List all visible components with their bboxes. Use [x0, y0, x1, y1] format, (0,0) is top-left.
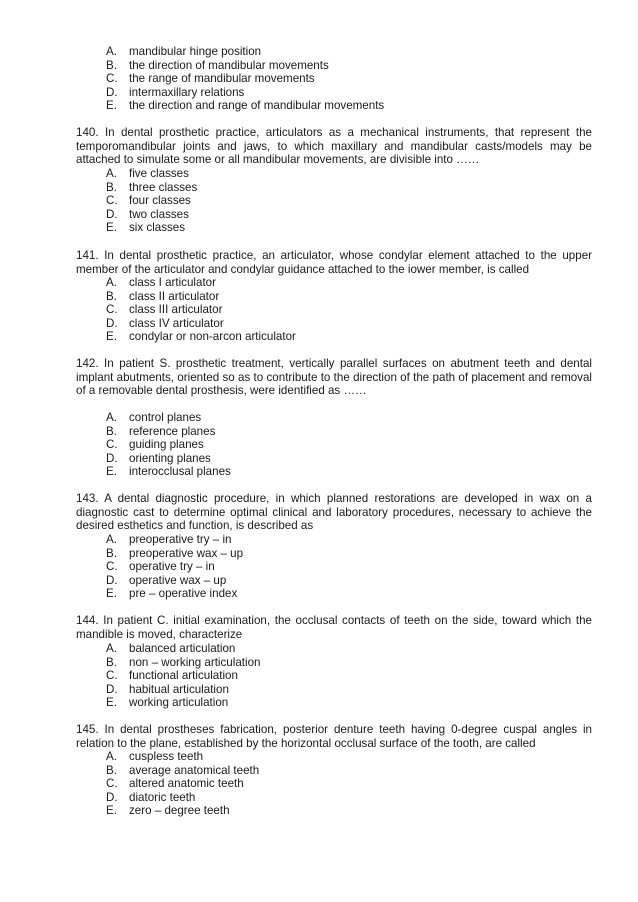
option-text: balanced articulation [129, 642, 236, 655]
option-text: six classes [129, 221, 186, 235]
option-letter: E. [106, 587, 117, 601]
question-142: 142. In patient S. prosthetic treatment, vertically parallel surfaces on abutment teeth and dental implant abutments, oriented so as to contribute to the direction of the path of placement and removal of a removable dental prosthesis, were identified as …… [76, 357, 592, 398]
option-text: functional articulation [129, 669, 238, 683]
answer-option [106, 465, 231, 479]
option-text: class I articulator [129, 276, 216, 289]
option-letter: C. [106, 560, 118, 574]
option-letter: C. [106, 669, 118, 683]
answer-option [106, 290, 296, 304]
option-text: pre – operative index [129, 587, 238, 601]
option-text: preoperative wax – up [129, 546, 244, 560]
option-text: mandibular hinge position [129, 45, 262, 58]
answer-options-144 [106, 642, 260, 710]
question-140: 140. In dental prosthetic practice, articulators as a mechanical instruments, that represent the temporomandibular joints and jaws, to which maxillary and mandibular casts/models may be attached to simulate some or all mandibular movements, are divisible into …… [76, 126, 592, 167]
option-text: altered anatomic teeth [129, 777, 244, 791]
option-text: preoperative try – in [129, 533, 232, 546]
answer-option [106, 750, 259, 764]
question-143: 143. A dental diagnostic procedure, in which planned restorations are developed in wax on a diagnostic cast to determine optimal clinical and laboratory procedures, necessary to achieve the desired esthetics and function, is described as [76, 492, 592, 533]
option-letter: E. [106, 465, 117, 479]
option-text: class IV articulator [129, 316, 224, 330]
option-letter: C. [106, 303, 118, 317]
option-text: cuspless teeth [129, 750, 204, 763]
option-letter: E. [106, 804, 117, 818]
question-145: 145. In dental prostheses fabrication, posterior denture teeth having 0-degree cuspal angles in relation to the plane, established by the horizontal occlusal surface of the tooth, are called [76, 723, 592, 750]
option-letter: D. [106, 316, 118, 330]
option-text: operative wax – up [129, 573, 227, 587]
option-text: class II articulator [129, 289, 220, 303]
option-text: diatoric teeth [129, 790, 196, 804]
option-text: condylar or non-arcon articulator [129, 330, 296, 344]
answer-option [106, 533, 243, 547]
question-144: 144. In patient C. initial examination, the occlusal contacts of teeth on the side, toward which the mandible is moved, characterize [76, 614, 592, 641]
option-letter: B. [106, 180, 117, 194]
option-letter: C. [106, 194, 118, 208]
option-text: the range of mandibular movements [129, 72, 315, 86]
option-letter: D. [106, 85, 118, 99]
option-text: the direction of mandibular movements [129, 58, 329, 72]
option-text: reference planes [129, 424, 216, 438]
answer-option [106, 547, 243, 561]
answer-option [106, 86, 384, 100]
option-letter: A. [106, 276, 117, 289]
option-text: class III articulator [129, 303, 223, 317]
answer-option [106, 72, 384, 86]
answer-options-142 [106, 411, 231, 479]
option-letter: A. [106, 750, 117, 763]
option-text: zero – degree teeth [129, 804, 230, 818]
answer-option [106, 574, 243, 588]
option-letter: E. [106, 221, 117, 235]
answer-option [106, 167, 197, 181]
option-letter: A. [106, 45, 117, 58]
answer-option [106, 777, 259, 791]
answer-options-143 [106, 533, 243, 601]
answer-option [106, 276, 296, 290]
answer-option [106, 303, 296, 317]
option-letter: C. [106, 438, 118, 452]
option-text: interocclusal planes [129, 465, 231, 479]
answer-option [106, 656, 260, 670]
option-letter: E. [106, 99, 117, 113]
answer-option [106, 560, 243, 574]
answer-option [106, 425, 231, 439]
option-text: five classes [129, 167, 189, 180]
option-letter: B. [106, 289, 117, 303]
option-text: the direction and range of mandibular movements [129, 99, 385, 113]
answer-option [106, 804, 259, 818]
answer-option [106, 181, 197, 195]
option-letter: C. [106, 777, 118, 791]
answer-option [106, 221, 197, 235]
answer-option [106, 411, 231, 425]
option-letter: A. [106, 642, 117, 655]
answer-option [106, 99, 384, 113]
answer-options-141 [106, 276, 296, 344]
answer-option [106, 452, 231, 466]
answer-option [106, 194, 197, 208]
option-letter: A. [106, 411, 117, 424]
answer-option [106, 59, 384, 73]
answer-option [106, 683, 260, 697]
option-letter: B. [106, 58, 117, 72]
option-text: orienting planes [129, 451, 211, 465]
answer-option [106, 642, 260, 656]
option-letter: D. [106, 451, 118, 465]
answer-options-140 [106, 167, 197, 235]
answer-option [106, 317, 296, 331]
option-text: average anatomical teeth [129, 763, 260, 777]
option-text: control planes [129, 411, 202, 424]
option-letter: B. [106, 424, 117, 438]
option-text: guiding planes [129, 438, 204, 452]
answer-option [106, 696, 260, 710]
answer-option [106, 330, 296, 344]
option-letter: B. [106, 546, 117, 560]
option-letter: C. [106, 72, 118, 86]
option-text: non – working articulation [129, 655, 261, 669]
option-letter: D. [106, 790, 118, 804]
option-letter: A. [106, 533, 117, 546]
option-letter: D. [106, 573, 118, 587]
option-text: three classes [129, 180, 198, 194]
option-letter: B. [106, 655, 117, 669]
option-text: intermaxillary relations [129, 85, 245, 99]
option-letter: D. [106, 682, 118, 696]
answer-option [106, 208, 197, 222]
answer-option [106, 438, 231, 452]
option-text: four classes [129, 194, 191, 208]
option-letter: D. [106, 207, 118, 221]
answer-options-139 [106, 45, 384, 113]
option-letter: E. [106, 696, 117, 710]
option-letter: E. [106, 330, 117, 344]
answer-option [106, 587, 243, 601]
answer-option [106, 669, 260, 683]
answer-option [106, 45, 384, 59]
answer-options-145 [106, 750, 259, 818]
answer-option [106, 764, 259, 778]
option-letter: A. [106, 167, 117, 180]
option-text: operative try – in [129, 560, 215, 574]
option-letter: B. [106, 763, 117, 777]
option-text: working articulation [129, 696, 229, 710]
question-141: 141. In dental prosthetic practice, an articulator, whose condylar element attached to the upper member of the articulator and condylar guidance attached to the iower member, is called [76, 249, 592, 276]
option-text: habitual articulation [129, 682, 229, 696]
answer-option [106, 791, 259, 805]
option-text: two classes [129, 207, 189, 221]
